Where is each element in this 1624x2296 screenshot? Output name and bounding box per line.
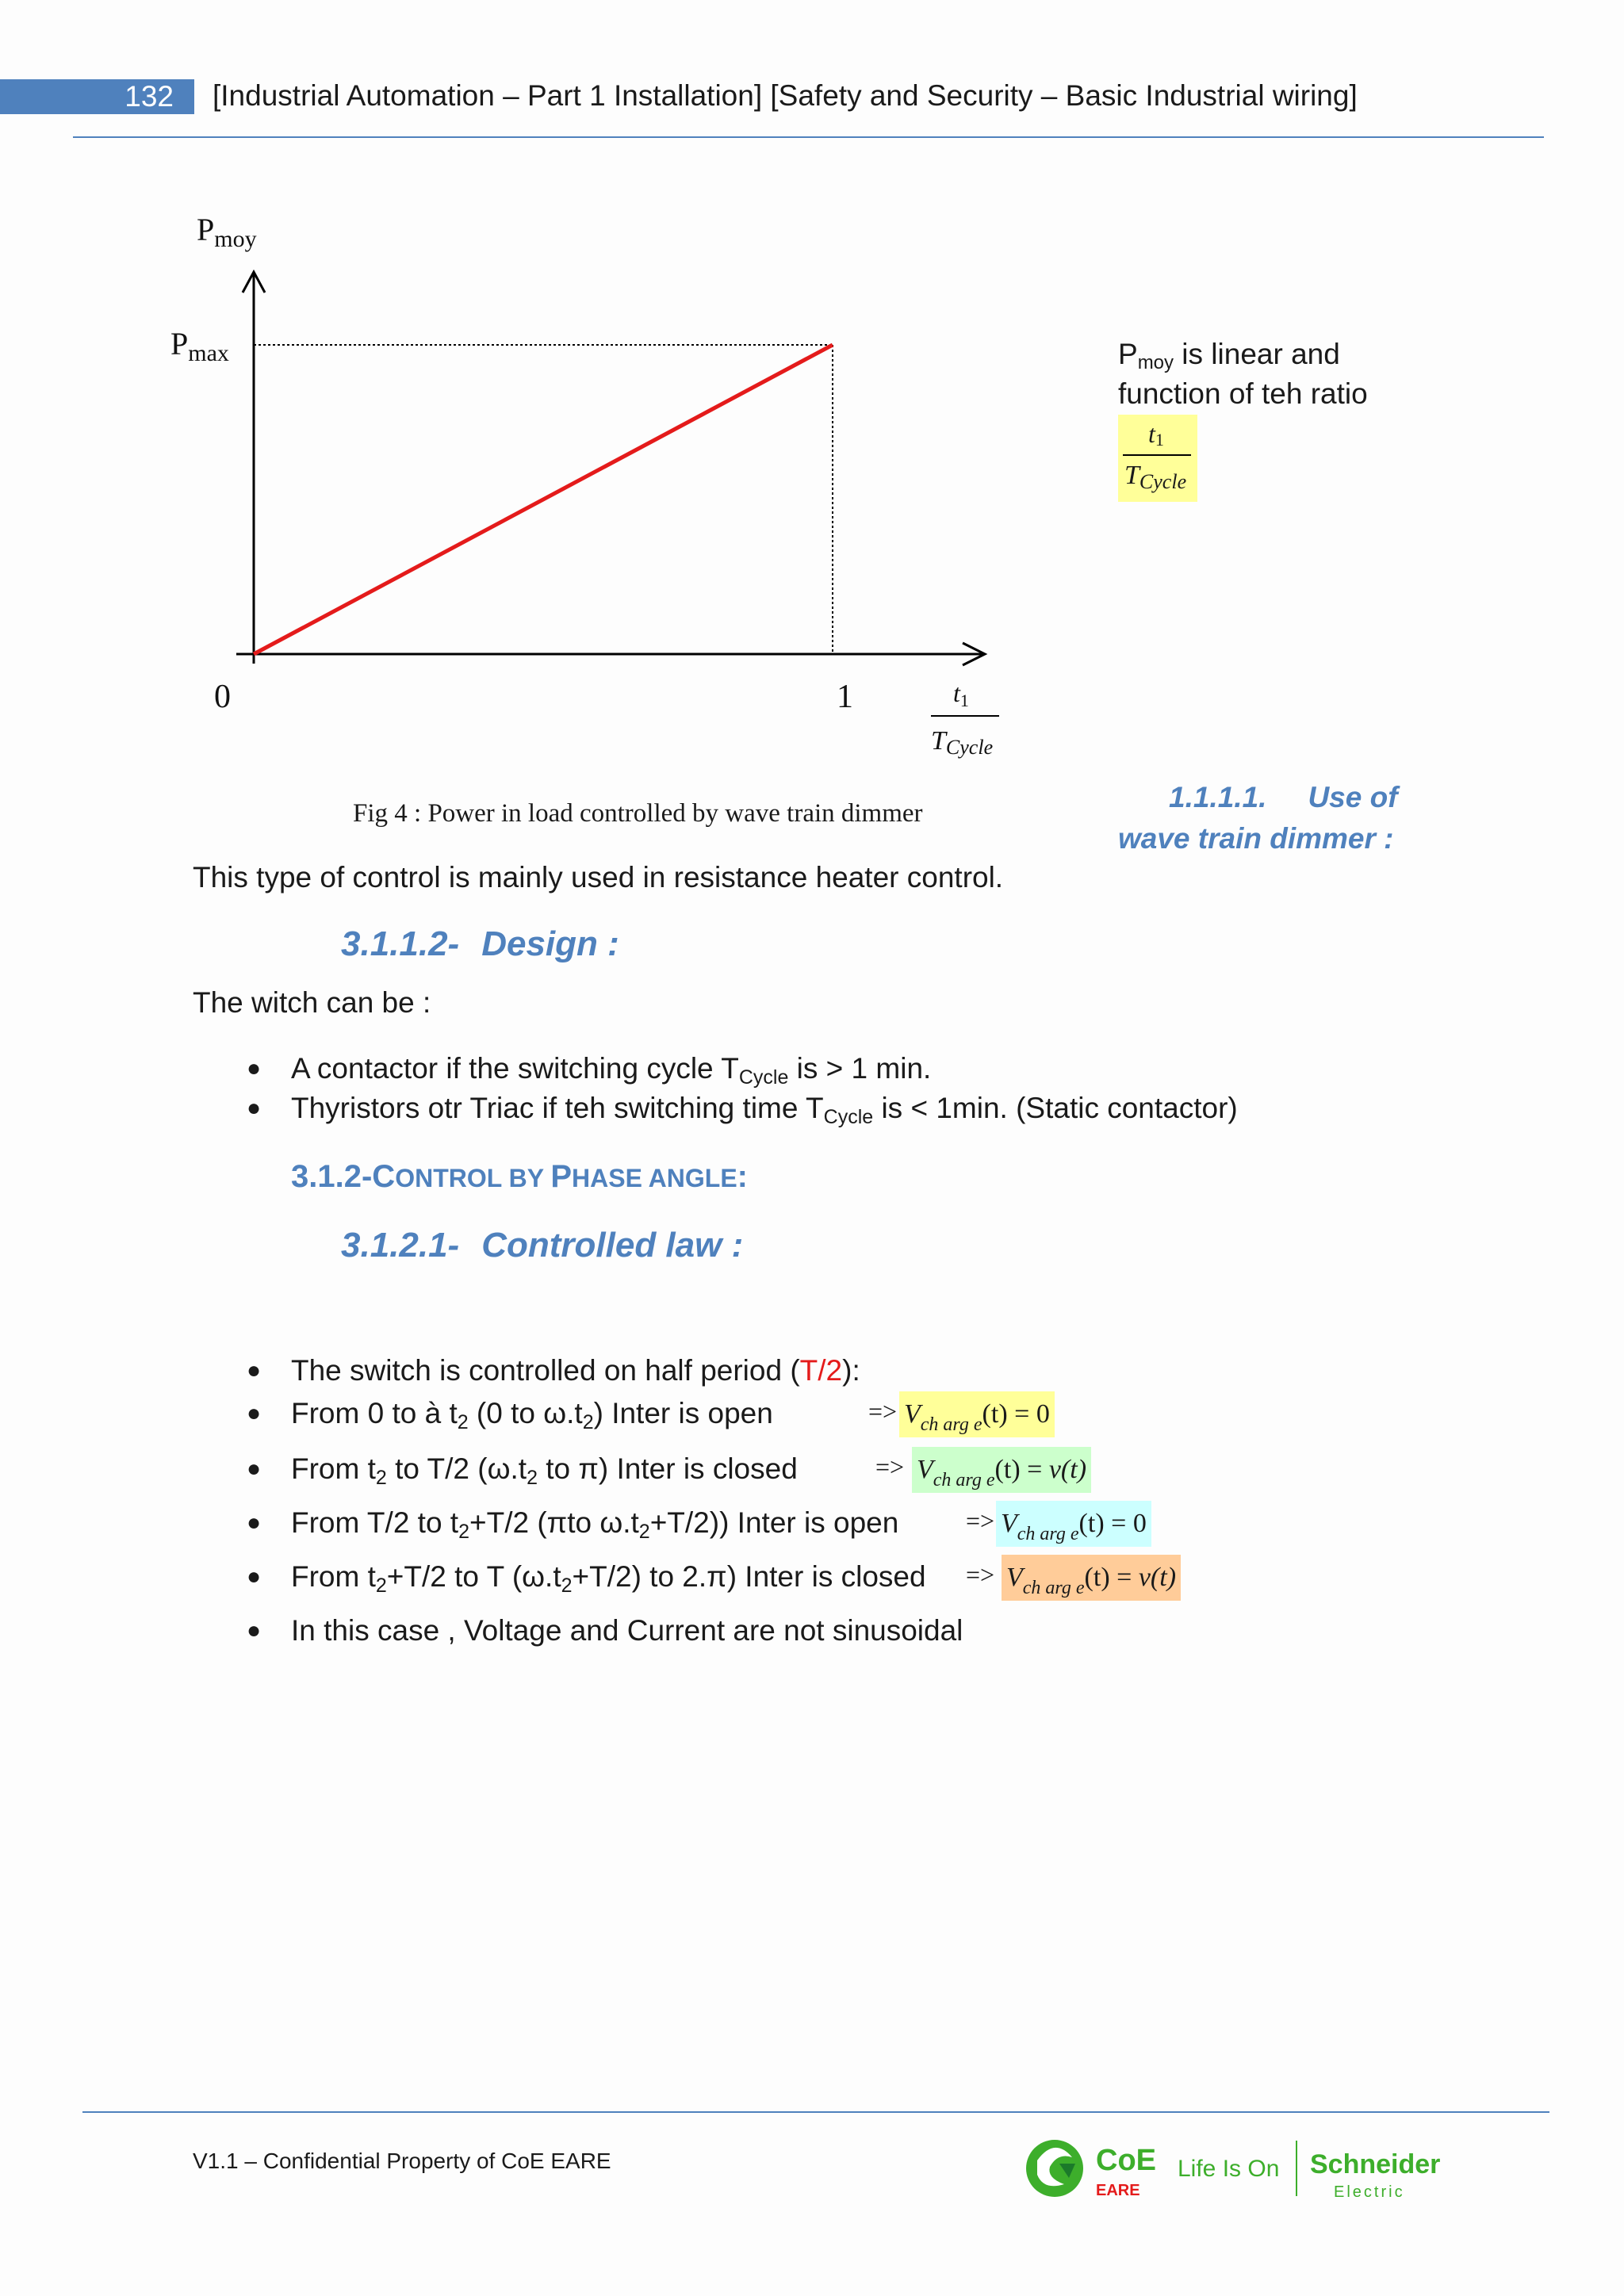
svg-text:TCycle: TCycle — [931, 726, 994, 759]
svg-text:t1: t1 — [953, 679, 969, 710]
power-chart — [151, 202, 1039, 773]
intro-paragraph: This type of control is mainly used in resistance heater control. — [193, 861, 1004, 894]
list-item: ● From $t_2+T/2$ to T $(\omega.t_2+T/2)$ to 2.π) Inter is closed — [247, 1560, 926, 1597]
side-note-line1: $P_{moy}$ is linear and — [1118, 338, 1340, 373]
svg-text:Life Is On: Life Is On — [1178, 2156, 1280, 2182]
arrow: => — [868, 1397, 898, 1425]
list-item: ● In this case , Voltage and Current are not sinusoidal — [247, 1614, 963, 1647]
x-axis-ratio-label — [931, 679, 999, 759]
section-heading-wave-train: 1.1.1.1. Use of wave train dimmer : — [1118, 781, 1398, 855]
arrow: => — [966, 1560, 995, 1589]
coe-logo-icon — [1026, 2140, 1083, 2197]
equation-closed-1: $V_{ch arg e}(t) = v(t)$ — [912, 1447, 1091, 1493]
arrow: => — [966, 1506, 995, 1535]
footer-logos — [1023, 2129, 1467, 2208]
list-item: ● Thyristors otr Triac if teh switching time $T_{Cycle}$ is < 1min. (Static contactor) — [247, 1092, 1238, 1128]
header-rule — [73, 136, 1544, 138]
y-axis-label: $P_{moy}$ — [197, 212, 257, 252]
x-one-label: 1 — [837, 679, 853, 715]
list-item: ● From 0 to à $t_2$ (0 to $\omega.t_2$) Inter is open — [247, 1397, 773, 1433]
ymax-label: $P_{max}$ — [170, 326, 229, 366]
equation-closed-2: $V_{ch arg e}(t) = v(t)$ — [1002, 1555, 1181, 1601]
x-origin-label: 0 — [214, 679, 231, 715]
pmoy-line — [254, 345, 833, 654]
list-item: ● The switch is controlled on half period (T/2): — [247, 1354, 860, 1387]
list-item: ● From $t_2$ to T/2 ($\omega.t_2$ to π) Inter is closed — [247, 1452, 798, 1489]
equation-open-2: $V_{ch arg e}(t) = 0$ — [996, 1501, 1151, 1547]
list-item: ● From T/2 to $t_2+T/2$ (πto $\omega.t_2+T/2$)) Inter is open — [247, 1506, 899, 1543]
svg-text:Schneider: Schneider — [1310, 2149, 1441, 2179]
page-number: 132 — [0, 79, 194, 114]
heading-controlled-law: 3.1.2.1- Controlled law : — [341, 1226, 744, 1265]
list-item: ● A contactor if the switching cycle $T_{Cycle}$ is > 1 min. — [247, 1052, 932, 1089]
equation-open-1: $V_{ch arg e}(t) = 0$ — [899, 1391, 1055, 1437]
footer-rule — [82, 2111, 1549, 2113]
heading-phase-angle: 3.1.2-CONTROL BY PHASE ANGLE: — [291, 1159, 748, 1194]
svg-text:Electric: Electric — [1334, 2183, 1405, 2201]
footer-text: V1.1 – Confidential Property of CoE EARE — [193, 2149, 611, 2173]
side-note — [1118, 335, 1451, 414]
side-note-line2: function of teh ratio — [1118, 377, 1368, 410]
header-title: [Industrial Automation – Part 1 Installation] [Safety and Security – Basic Industrial wiring] — [213, 79, 1358, 112]
svg-text:CoE: CoE — [1096, 2144, 1156, 2177]
ratio-fraction: $t_1$ $T_{Cycle}$ — [1118, 415, 1197, 502]
heading-design: 3.1.1.2- Design : — [341, 924, 619, 963]
figure-caption: Fig 4 : Power in load controlled by wave train dimmer — [353, 799, 923, 828]
arrow: => — [875, 1452, 905, 1481]
switch-can-be-text: The witch can be : — [193, 986, 431, 1019]
svg-text:EARE: EARE — [1096, 2182, 1140, 2199]
